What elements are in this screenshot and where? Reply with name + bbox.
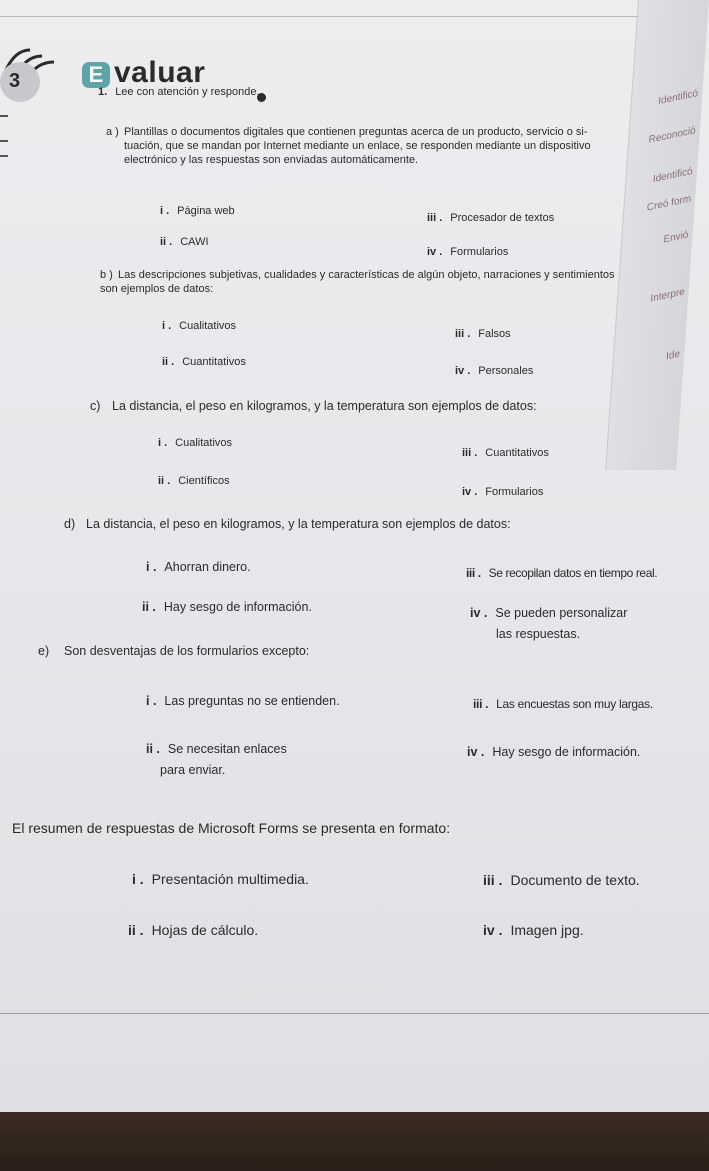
instruction: 1. Lee con atención y responde. (98, 86, 260, 98)
option[interactable]: iv . Se pueden personalizar (470, 606, 628, 620)
option[interactable]: iv . Personales (455, 365, 534, 377)
option[interactable]: iv . Formularios (462, 486, 544, 498)
margin-tick (0, 115, 8, 117)
margin-word: Envió (662, 229, 690, 246)
question-text: electrónico y las respuestas son enviadas automáticamente. (124, 154, 419, 166)
option[interactable]: i . Las preguntas no se entienden. (146, 694, 340, 708)
option[interactable]: i . Ahorran dinero. (146, 560, 251, 574)
option[interactable]: ii . Hay sesgo de información. (142, 600, 312, 614)
question-label: e) (38, 644, 50, 658)
option[interactable]: i . Cualitativos (162, 320, 237, 332)
option[interactable]: iii . Procesador de textos (427, 212, 555, 224)
bottom-rule (0, 1013, 709, 1014)
option[interactable]: ii . Hojas de cálculo. (128, 922, 259, 938)
question-label: a ) (106, 126, 119, 138)
question-text: tuación, que se mandan por Internet mediante un enlace, se responden mediante un dispositivo (124, 140, 591, 152)
table-surface (0, 1112, 709, 1171)
option[interactable]: iii . Cuantitativos (462, 447, 549, 459)
option[interactable]: ii . CAWI (160, 236, 209, 248)
margin-word: Ide (665, 348, 681, 363)
margin-tick (0, 155, 8, 157)
option[interactable]: iii . Falsos (455, 328, 511, 340)
option-continuation: para enviar. (160, 763, 226, 777)
option[interactable]: iii . Las encuestas son muy largas. (473, 697, 653, 711)
question-label: c) (90, 399, 101, 413)
question-text: Plantillas o documentos digitales que contienen preguntas acerca de un producto, servicio o si- (124, 126, 588, 138)
question-text: La distancia, el peso en kilogramos, y la temperatura son ejemplos de datos: (86, 517, 511, 531)
option[interactable]: iii . Documento de texto. (483, 872, 640, 888)
gear-icon: 3 (0, 62, 40, 102)
title-badge: E (82, 62, 110, 88)
option[interactable]: iii . Se recopilan datos en tiempo real. (466, 566, 658, 580)
option[interactable]: ii . Se necesitan enlaces (146, 742, 287, 756)
option[interactable]: iv . Imagen jpg. (483, 922, 584, 938)
question-label: d) (64, 517, 76, 531)
option[interactable]: iv . Hay sesgo de información. (467, 745, 641, 759)
margin-word: Identificó (652, 165, 694, 186)
margin-strip (605, 0, 709, 470)
question-text: El resumen de respuestas de Microsoft Forms se presenta en formato: (12, 820, 451, 836)
option[interactable]: ii . Científicos (158, 475, 230, 487)
option-continuation: las respuestas. (496, 627, 581, 641)
question-text: son ejemplos de datos: (100, 283, 214, 295)
option[interactable]: i . Página web (160, 205, 235, 217)
title-text: valuar (114, 56, 206, 89)
question-text: La distancia, el peso en kilogramos, y la temperatura son ejemplos de datos: (112, 399, 537, 413)
margin-word: Reconoció (647, 125, 697, 146)
margin-tick (0, 140, 8, 142)
question-text: Son desventajas de los formularios excepto: (64, 644, 310, 658)
option[interactable]: iv . Formularios (427, 246, 509, 258)
option[interactable]: i . Cualitativos (158, 437, 233, 449)
margin-word: Interpre (649, 286, 685, 305)
option[interactable]: i . Presentación multimedia. (132, 871, 309, 887)
question-text: Las descripciones subjetivas, cualidades y características de algún objeto, narraciones y sentimientos (118, 269, 615, 281)
question-label: b ) (100, 269, 113, 281)
option[interactable]: ii . Cuantitativos (162, 356, 246, 368)
margin-word: Identificó (657, 87, 699, 108)
margin-word: Creó form (645, 193, 692, 214)
top-rule (0, 16, 640, 17)
